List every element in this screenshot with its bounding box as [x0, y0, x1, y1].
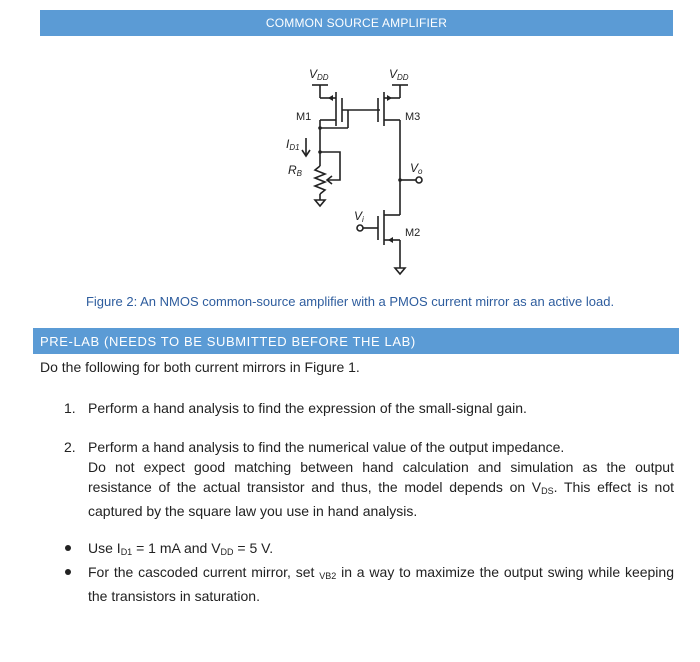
m2-label: M2 [405, 227, 421, 239]
bullet-dot [40, 538, 88, 562]
bullet-text: For the cascoded current mirror, set $_{VB2}$ in a way to maximize the output swing while keeping the transistors in saturation. [88, 564, 674, 604]
list-item-1 [40, 398, 674, 418]
m1-label: M1 [296, 111, 312, 123]
list-item-line: Perform a hand analysis to find the numerical value of the output impedance. [88, 439, 565, 455]
id1-label: ID1 [286, 137, 300, 152]
m3-label: M3 [405, 111, 421, 123]
prelab-intro: Do the following for both current mirrors in Figure 1. [40, 359, 360, 375]
bullet-dot [40, 562, 88, 606]
list-item-2 [40, 437, 674, 521]
bullet-text: Use $I_{D1} = 1$ mA and $V_{DD} = 5$ V. [88, 540, 274, 557]
vdd-left-label: VDD [309, 67, 329, 82]
bullet-item-2 [40, 562, 674, 606]
vo-label: Vo [410, 161, 423, 176]
list-item-text: Perform a hand analysis to find the expression of the small-signal gain. [88, 400, 527, 416]
list-item-note: Do not expect good matching between hand calculation and simulation as the output resistance of the actual transistor and thus, the model depends on $V_{DS}$. This effect is not captured by the square law you use in hand analysis. [88, 459, 674, 519]
vi-label: Vi [354, 209, 364, 224]
prelab-title-bar [33, 328, 679, 354]
list-item-text [88, 437, 674, 521]
rb-label: RB [288, 163, 303, 178]
bullet-item-1 [40, 538, 674, 562]
header-title: COMMON SOURCE AMPLIFIER [265, 16, 448, 30]
list-number: 2. [64, 439, 76, 455]
vdd-right-label: VDD [389, 67, 409, 82]
numbered-list [40, 398, 674, 521]
prelab-title: PRE-LAB (NEEDS TO BE SUBMITTED BEFORE THE LAB) [40, 333, 416, 349]
bullet-list [40, 538, 674, 606]
header-title-bar [40, 10, 673, 36]
circuit-diagram [260, 60, 460, 285]
list-number: 1. [64, 400, 76, 416]
figure-caption: Figure 2: An NMOS common-source amplifier with a PMOS current mirror as an active load. [85, 294, 615, 309]
